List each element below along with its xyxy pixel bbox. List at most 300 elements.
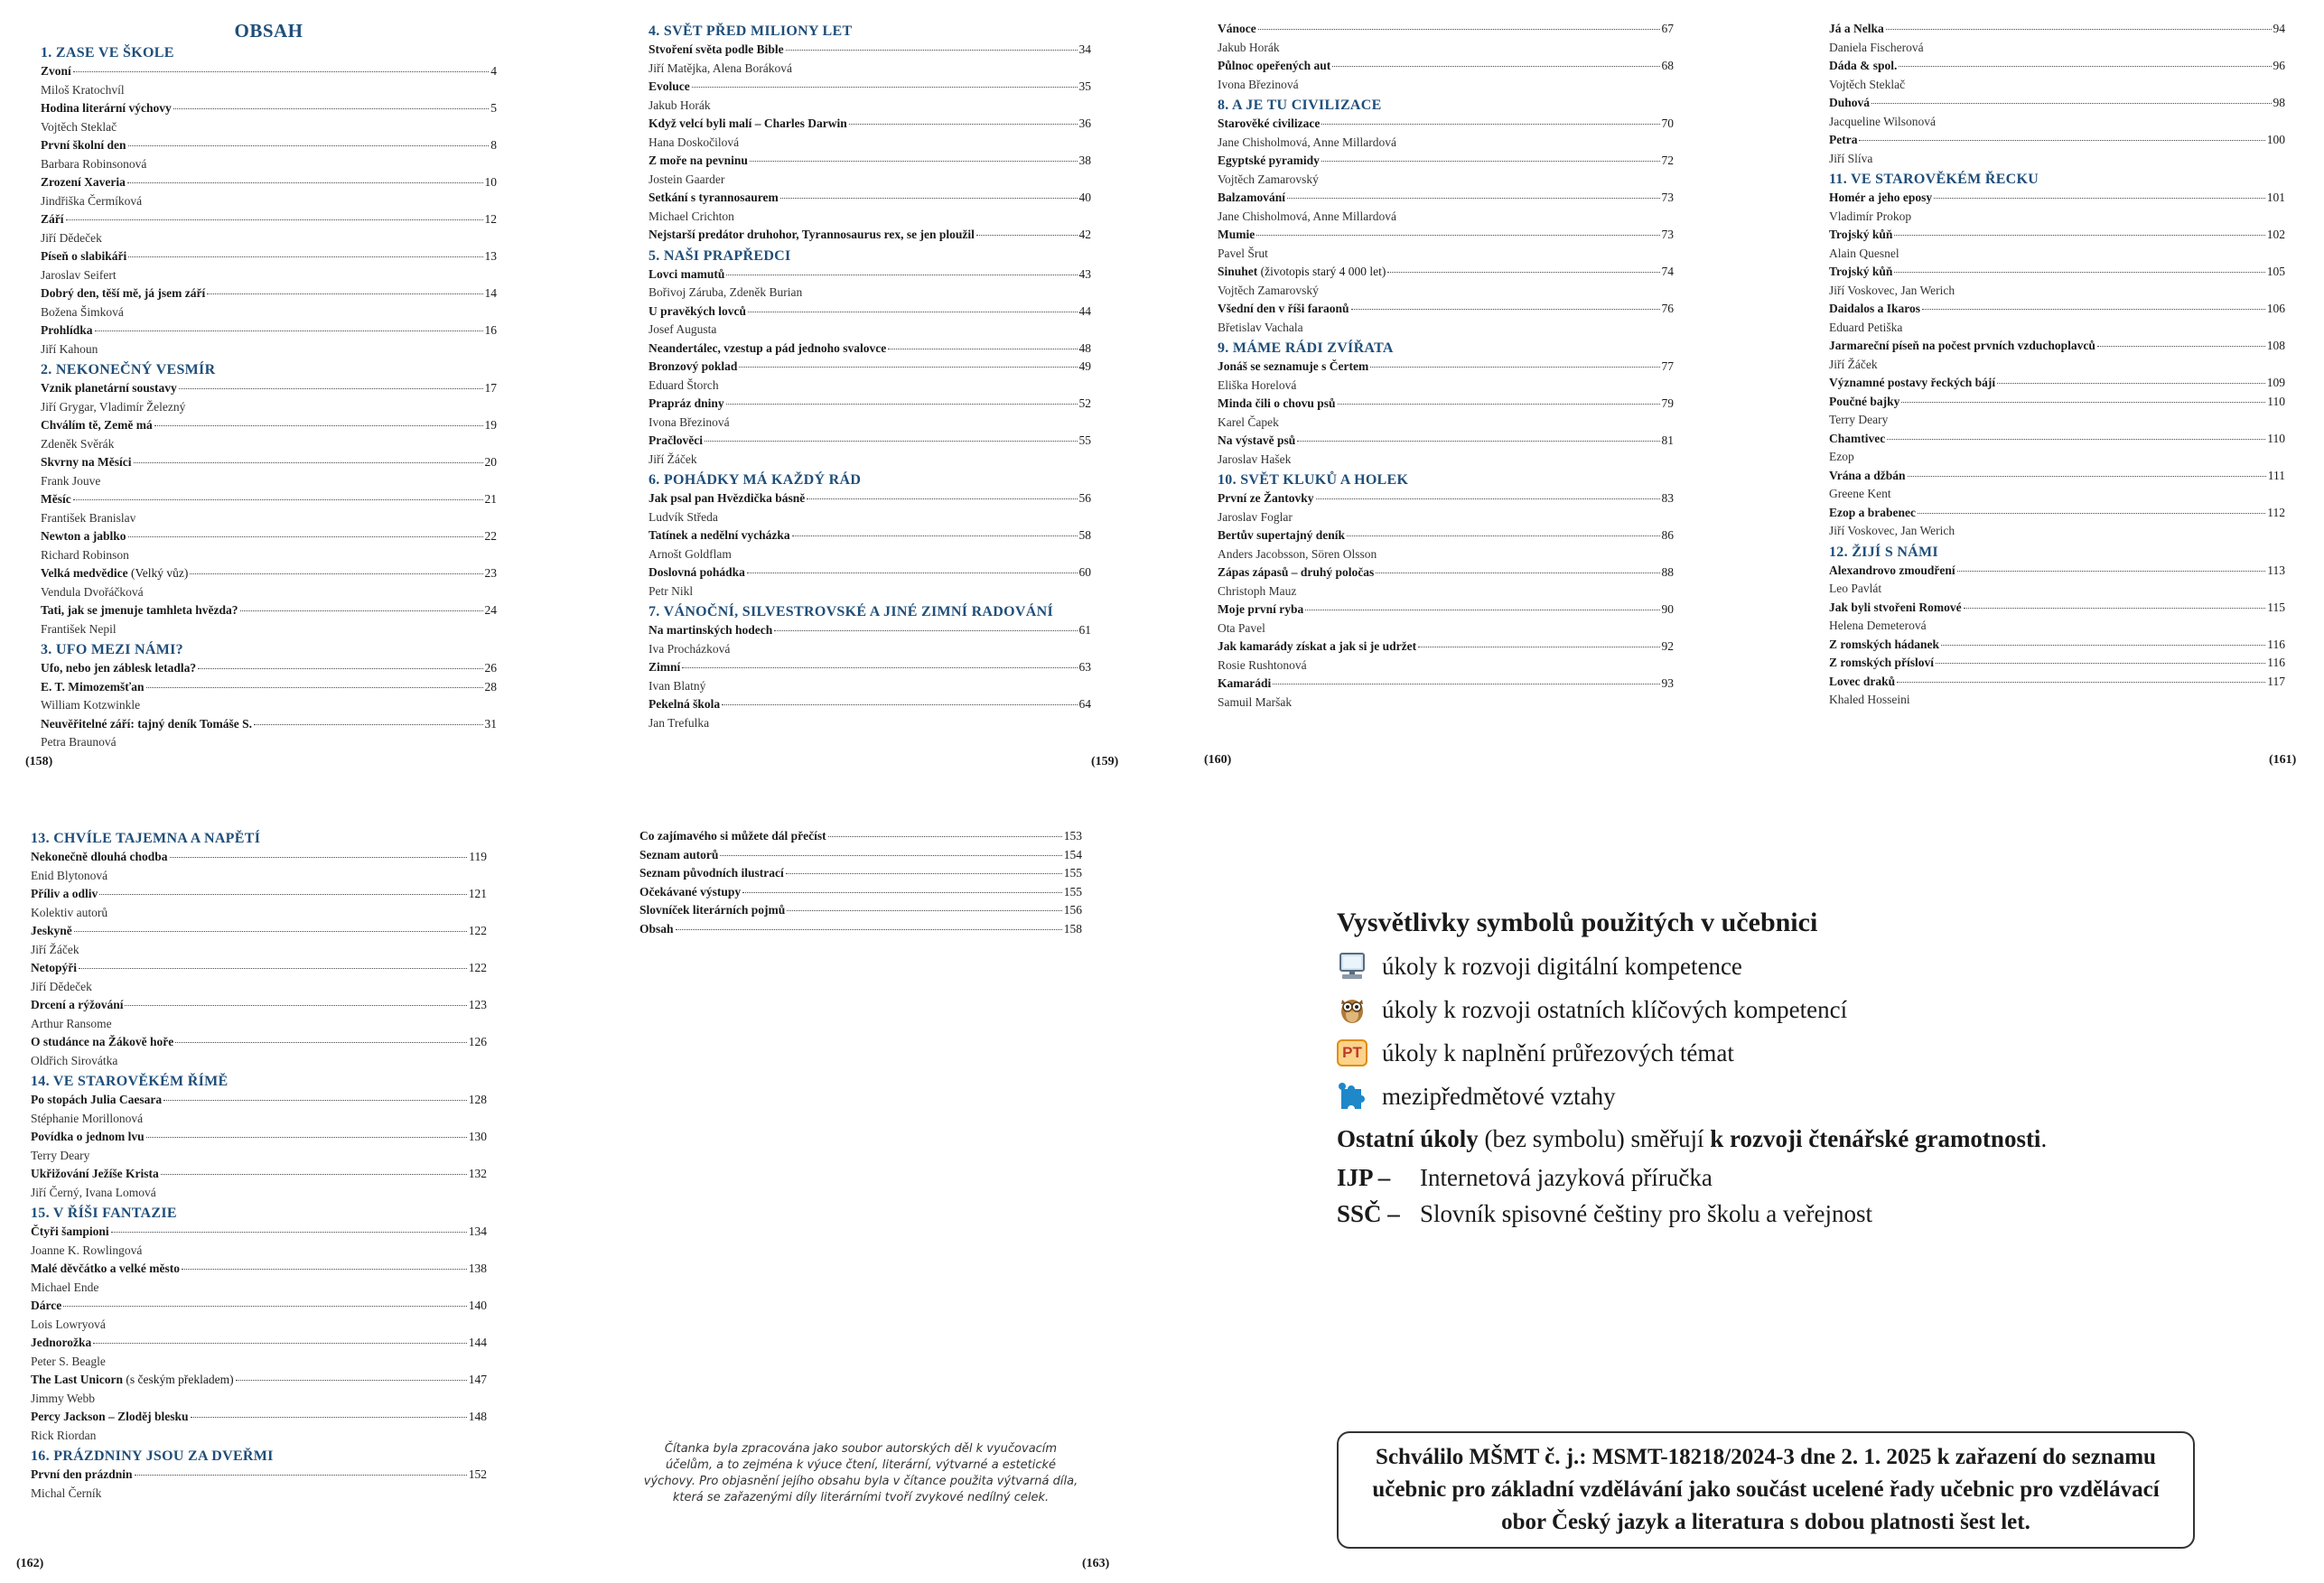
toc-entry[interactable] bbox=[649, 226, 1091, 245]
toc-entry[interactable] bbox=[31, 1033, 487, 1070]
entry-title: Newton a jablko bbox=[41, 529, 126, 543]
entry-page: 42 bbox=[1078, 228, 1091, 241]
entry-title: Ufo, nebo jen záblesk letadla? bbox=[41, 661, 197, 675]
toc-entry-row bbox=[31, 848, 487, 867]
entry-title: Stvoření světa podle Bible bbox=[649, 42, 784, 56]
entry-author: Vojtěch Zamarovský bbox=[1218, 172, 1319, 186]
entry-title: Povídka o jednom lvu bbox=[31, 1130, 145, 1143]
toc-entry[interactable] bbox=[31, 1408, 487, 1445]
toc-entry[interactable] bbox=[649, 340, 1091, 359]
entry-page: 153 bbox=[1063, 829, 1082, 843]
toc-entry[interactable] bbox=[1829, 673, 2285, 710]
entry-page: 122 bbox=[468, 961, 487, 974]
entry-page: 111 bbox=[2267, 468, 2285, 482]
toc-entry[interactable] bbox=[639, 920, 1082, 939]
entry-title: Doslovná pohádka bbox=[649, 565, 745, 579]
entry-title: Lovec draků bbox=[1829, 674, 1896, 688]
entry-title: The Last Unicorn (s českým překladem) bbox=[31, 1373, 234, 1386]
toc-entry[interactable] bbox=[41, 564, 497, 601]
entry-title: Ezop a brabenec bbox=[1829, 505, 1916, 519]
entry-title: Prohlídka bbox=[41, 323, 93, 337]
entry-page: 116 bbox=[2267, 637, 2285, 651]
toc-entry[interactable] bbox=[1218, 563, 1674, 601]
entry-title: Neandertálec, vzestup a pád jednoho svalovce bbox=[649, 340, 887, 355]
entry-author: Terry Deary bbox=[1829, 413, 1889, 426]
toc-entry-row bbox=[1829, 599, 2285, 618]
entry-page: 110 bbox=[2267, 394, 2285, 408]
section-heading: 12. ŽIJÍ S NÁMI bbox=[1829, 544, 1938, 560]
entry-title: Jednorožka bbox=[31, 1336, 92, 1349]
toc-entry[interactable] bbox=[639, 883, 1082, 902]
dot-leader bbox=[154, 425, 483, 426]
toc-entry-row bbox=[1829, 337, 2285, 356]
toc-entry[interactable] bbox=[639, 827, 1082, 846]
dot-leader bbox=[807, 498, 1077, 499]
entry-page: 19 bbox=[484, 418, 497, 432]
entry-title: Poučné bajky bbox=[1829, 394, 1900, 408]
toc-entry[interactable] bbox=[41, 321, 497, 359]
toc-entry[interactable] bbox=[41, 379, 497, 416]
toc-entry[interactable] bbox=[1829, 131, 2285, 168]
toc-entry-row bbox=[1218, 526, 1674, 545]
entry-author: Vojtěch Zamarovský bbox=[1218, 283, 1319, 297]
entry-author: Jane Chisholmová, Anne Millardová bbox=[1218, 209, 1396, 223]
toc-entry[interactable] bbox=[31, 1297, 487, 1334]
dot-leader bbox=[1370, 367, 1659, 368]
entry-page: 148 bbox=[468, 1410, 487, 1423]
entry-title: Mumie bbox=[1218, 228, 1255, 241]
dot-leader bbox=[1338, 404, 1660, 405]
entry-page: 8 bbox=[490, 138, 497, 152]
entry-page: 86 bbox=[1661, 528, 1674, 542]
dot-leader bbox=[786, 50, 1078, 51]
entry-title: Neuvěřitelné září: tajný deník Tomáše S. bbox=[41, 716, 252, 731]
page-title: OBSAH bbox=[234, 20, 303, 42]
toc-entry[interactable] bbox=[31, 996, 487, 1033]
toc-entry[interactable] bbox=[649, 695, 1091, 732]
toc-entry[interactable] bbox=[649, 658, 1091, 695]
entry-page: 73 bbox=[1661, 228, 1674, 241]
dot-leader bbox=[63, 1306, 467, 1307]
entry-title: U pravěkých lovců bbox=[649, 303, 746, 318]
entry-title: Setkání s tyrannosaurem bbox=[649, 191, 779, 204]
toc-entry[interactable] bbox=[31, 1128, 487, 1165]
dot-leader bbox=[722, 704, 1077, 705]
entry-page: 116 bbox=[2267, 656, 2285, 669]
entry-page: 147 bbox=[468, 1373, 487, 1386]
toc-entry[interactable] bbox=[1218, 20, 1674, 57]
toc-entry-row bbox=[41, 99, 497, 118]
toc-entry[interactable] bbox=[31, 959, 487, 996]
entry-author: Břetislav Vachala bbox=[1218, 320, 1303, 334]
dot-leader bbox=[127, 182, 483, 183]
entry-title: Dobrý den, těší mě, já jsem září bbox=[41, 286, 206, 300]
toc-entry-row bbox=[649, 115, 1091, 134]
entry-title: Chválím tě, Země má bbox=[41, 418, 153, 432]
entry-title: Jak psal pan Hvězdička básně bbox=[649, 491, 806, 505]
toc-entry[interactable] bbox=[649, 303, 1091, 340]
entry-page: 110 bbox=[2267, 431, 2285, 445]
toc-entry[interactable] bbox=[1829, 226, 2285, 263]
entry-page: 98 bbox=[2273, 96, 2285, 109]
dot-leader bbox=[111, 1232, 467, 1233]
entry-page: 55 bbox=[1078, 433, 1091, 447]
toc-entry-row bbox=[639, 846, 1082, 865]
entry-title: Jeskyně bbox=[31, 924, 72, 937]
entry-title: Já a Nelka bbox=[1829, 22, 1884, 35]
entry-page: 101 bbox=[2266, 191, 2285, 204]
entry-title: Malé děvčátko a velké město bbox=[31, 1262, 180, 1275]
toc-entry-row bbox=[1218, 601, 1674, 619]
toc-entry[interactable] bbox=[1218, 300, 1674, 337]
entry-title: Petra bbox=[1829, 133, 1858, 146]
entry-title: Září bbox=[41, 212, 64, 226]
dot-leader bbox=[179, 388, 483, 389]
section-heading: 15. V ŘÍŠI FANTAZIE bbox=[31, 1206, 177, 1221]
toc-entry[interactable] bbox=[1218, 263, 1674, 300]
toc-entry[interactable] bbox=[1829, 393, 2285, 430]
toc-entry-row bbox=[31, 1260, 487, 1279]
entry-subtitle: (Velký vůz) bbox=[127, 566, 189, 580]
toc-entry[interactable] bbox=[1829, 263, 2285, 300]
toc-entry[interactable] bbox=[41, 99, 497, 136]
entry-title: Balzamování bbox=[1218, 191, 1286, 204]
entry-subtitle: (životopis starý 4 000 let) bbox=[1257, 265, 1386, 278]
toc-entry[interactable] bbox=[649, 563, 1091, 601]
entry-author: Vladimír Prokop bbox=[1829, 209, 1912, 223]
dot-leader bbox=[73, 71, 489, 72]
entry-title: Zrození Xaveria bbox=[41, 175, 126, 189]
toc-entry[interactable] bbox=[31, 1165, 487, 1202]
entry-title: Lovci mamutů bbox=[649, 266, 725, 281]
toc-entry[interactable] bbox=[1829, 636, 2285, 655]
dot-leader bbox=[676, 929, 1062, 930]
toc-entry[interactable] bbox=[639, 864, 1082, 883]
toc-entry-row bbox=[1218, 115, 1674, 134]
entry-title: Percy Jackson – Zloděj blesku bbox=[31, 1410, 189, 1423]
toc-entry-row bbox=[1829, 673, 2285, 692]
toc-entry[interactable] bbox=[31, 848, 487, 885]
entry-author: František Nepil bbox=[41, 621, 117, 636]
entry-author: Daniela Fischerová bbox=[1829, 40, 1924, 54]
dot-leader bbox=[1387, 272, 1659, 273]
toc-entry[interactable] bbox=[41, 284, 497, 321]
toc-entry[interactable] bbox=[41, 490, 497, 527]
toc-entry[interactable] bbox=[41, 527, 497, 564]
entry-title: Půlnoc opeřených aut bbox=[1218, 59, 1331, 72]
dot-leader bbox=[254, 724, 483, 725]
dot-leader bbox=[742, 892, 1062, 893]
toc-entry[interactable] bbox=[31, 1091, 487, 1128]
entry-author: Ludvík Středa bbox=[649, 509, 718, 524]
toc-entry[interactable] bbox=[1218, 526, 1674, 563]
entry-page: 70 bbox=[1661, 116, 1674, 130]
toc-column-4 bbox=[1829, 20, 2285, 710]
dot-leader bbox=[1871, 103, 2271, 104]
dot-leader bbox=[1321, 161, 1660, 162]
toc-entry-row bbox=[41, 379, 497, 398]
toc-entry-row bbox=[1218, 263, 1674, 282]
toc-entry-row bbox=[1218, 57, 1674, 76]
dot-leader bbox=[125, 1005, 466, 1006]
entry-author: Michael Ende bbox=[31, 1280, 99, 1294]
toc-entry-row bbox=[31, 1371, 487, 1390]
toc-entry[interactable] bbox=[1218, 226, 1674, 263]
toc-entry[interactable] bbox=[41, 416, 497, 453]
toc-entry-row bbox=[1829, 94, 2285, 113]
entry-author: Iva Procházková bbox=[649, 641, 731, 656]
toc-entry[interactable] bbox=[1829, 599, 2285, 636]
entry-page: 119 bbox=[469, 850, 487, 863]
toc-entry[interactable] bbox=[1218, 395, 1674, 432]
toc-entry[interactable] bbox=[1829, 189, 2285, 226]
toc-entry[interactable] bbox=[1218, 57, 1674, 94]
legend-text: úkoly k naplnění průřezových témat bbox=[1382, 1039, 1734, 1066]
toc-entry[interactable] bbox=[649, 526, 1091, 563]
entry-title: Drcení a rýžování bbox=[31, 998, 124, 1011]
toc-entry[interactable] bbox=[1829, 430, 2285, 467]
entry-author: Arthur Ransome bbox=[31, 1016, 112, 1030]
toc-entry[interactable] bbox=[639, 901, 1082, 920]
entry-title: Bertův supertajný deník bbox=[1218, 528, 1346, 542]
entry-page: 49 bbox=[1078, 359, 1091, 373]
entry-page: 24 bbox=[484, 603, 497, 617]
toc-entry[interactable] bbox=[41, 247, 497, 284]
entry-author: Michael Crichton bbox=[649, 209, 734, 223]
toc-entry[interactable] bbox=[649, 621, 1091, 658]
puzzle-icon bbox=[1337, 1081, 1367, 1112]
toc-entry[interactable] bbox=[649, 265, 1091, 303]
toc-entry-row bbox=[649, 658, 1091, 677]
dot-leader bbox=[1859, 140, 2264, 141]
toc-entry[interactable] bbox=[649, 432, 1091, 469]
dot-leader bbox=[1936, 663, 2265, 664]
entry-author: Jiří Matějka, Alena Boráková bbox=[649, 61, 792, 75]
entry-author: Jiří Žáček bbox=[649, 452, 697, 466]
entry-title: Obsah bbox=[639, 921, 674, 936]
toc-entry-row bbox=[41, 321, 497, 340]
entry-page: 67 bbox=[1661, 22, 1674, 35]
legend-item-interdisciplinary bbox=[1337, 1075, 2204, 1118]
toc-entry-row bbox=[649, 563, 1091, 582]
toc-entry[interactable] bbox=[41, 62, 497, 99]
toc-entry[interactable] bbox=[649, 115, 1091, 152]
toc-entry[interactable] bbox=[1829, 467, 2285, 504]
entry-title: Příliv a odliv bbox=[31, 887, 98, 900]
entry-page: 152 bbox=[468, 1467, 487, 1481]
toc-entry[interactable] bbox=[649, 189, 1091, 226]
toc-entry[interactable] bbox=[649, 78, 1091, 115]
section-heading: 2. NEKONEČNÝ VESMÍR bbox=[41, 362, 216, 377]
entry-author: Joanne K. Rowlingová bbox=[31, 1243, 143, 1257]
toc-entry[interactable] bbox=[1218, 601, 1674, 638]
toc-entry[interactable] bbox=[1829, 654, 2285, 673]
toc-entry[interactable] bbox=[41, 136, 497, 173]
toc-entry-row bbox=[31, 1408, 487, 1427]
entry-author: Jiří Dědeček bbox=[31, 979, 92, 993]
section-heading: 8. A JE TU CIVILIZACE bbox=[1218, 98, 1382, 113]
toc-entry[interactable] bbox=[31, 1466, 487, 1503]
toc-entry[interactable] bbox=[41, 678, 497, 715]
entry-author: Jakub Horák bbox=[649, 98, 711, 112]
toc-entry[interactable] bbox=[31, 1371, 487, 1408]
toc-entry-row bbox=[649, 41, 1091, 60]
dot-leader bbox=[1957, 571, 2266, 572]
abbreviation-ssc: SSČ – Slovník spisovné češtiny pro školu a veřejnost bbox=[1337, 1200, 1872, 1227]
dot-leader bbox=[1321, 124, 1659, 125]
entry-page: 96 bbox=[2273, 59, 2285, 72]
entry-author: Jindřiška Čermíková bbox=[41, 193, 143, 208]
toc-column-5 bbox=[31, 827, 487, 1503]
usage-note: Čítanka byla zpracována jako soubor autorských děl k vyučovacím účelům, a to zejména k výuce čtení, literární, výtvarné a estetické výchovy. Pro objasnění jejího obsahu byla v čítance použita výtvarná díla, která se zařazenými díly literárními tvoří zvykové nedílný celek. bbox=[643, 1442, 1078, 1504]
toc-entry-row bbox=[41, 715, 497, 734]
entry-page: 48 bbox=[1078, 340, 1091, 355]
dot-leader bbox=[1934, 198, 2265, 199]
toc-entry[interactable] bbox=[31, 1223, 487, 1260]
toc-entry[interactable] bbox=[1829, 374, 2285, 393]
toc-entry-row bbox=[31, 922, 487, 941]
toc-entry[interactable] bbox=[649, 395, 1091, 432]
entry-page: 61 bbox=[1078, 623, 1091, 637]
entry-author: Jiří Voskovec, Jan Werich bbox=[1829, 524, 1955, 537]
toc-entry[interactable] bbox=[1829, 57, 2285, 94]
toc-entry[interactable] bbox=[1829, 300, 2285, 337]
entry-title: Tati, jak se jmenuje tamhleta hvězda? bbox=[41, 603, 238, 617]
toc-entry[interactable] bbox=[1218, 189, 1674, 226]
dot-leader bbox=[1347, 535, 1659, 536]
toc-entry[interactable] bbox=[41, 715, 497, 752]
entry-author: Jiří Žáček bbox=[1829, 357, 1878, 371]
entry-page: 21 bbox=[484, 492, 497, 506]
entry-page: 138 bbox=[468, 1262, 487, 1275]
toc-entry[interactable] bbox=[31, 885, 487, 922]
dot-leader bbox=[828, 836, 1062, 837]
entry-page: 92 bbox=[1661, 639, 1674, 653]
entry-page: 63 bbox=[1078, 660, 1091, 674]
toc-entry[interactable] bbox=[649, 489, 1091, 526]
toc-entry-row bbox=[41, 659, 497, 678]
entry-author: Peter S. Beagle bbox=[31, 1354, 106, 1368]
entry-title: Kamarádi bbox=[1218, 676, 1272, 690]
toc-entry[interactable] bbox=[41, 453, 497, 490]
toc-entry-row bbox=[31, 1165, 487, 1184]
toc-entry-row bbox=[1829, 374, 2285, 393]
toc-entry[interactable] bbox=[649, 152, 1091, 189]
toc-entry[interactable] bbox=[1218, 489, 1674, 526]
entry-page: 79 bbox=[1661, 396, 1674, 410]
dot-leader bbox=[73, 499, 483, 500]
entry-page: 117 bbox=[2267, 674, 2285, 688]
toc-entry[interactable] bbox=[1218, 358, 1674, 395]
toc-entry[interactable] bbox=[31, 922, 487, 959]
toc-entry[interactable] bbox=[649, 358, 1091, 395]
toc-entry[interactable] bbox=[41, 210, 497, 247]
entry-author: Jan Trefulka bbox=[649, 715, 710, 730]
entry-title: Tatínek a nedělní vycházka bbox=[649, 528, 790, 542]
toc-entry-row bbox=[649, 358, 1091, 377]
toc-entry[interactable] bbox=[1218, 675, 1674, 712]
toc-entry[interactable] bbox=[1218, 432, 1674, 469]
entry-page: 155 bbox=[1063, 884, 1082, 899]
dot-leader bbox=[726, 404, 1078, 405]
toc-entry-row bbox=[31, 1334, 487, 1353]
entry-page: 94 bbox=[2273, 22, 2285, 35]
entry-author: Stéphanie Morillonová bbox=[31, 1111, 144, 1125]
toc-entry-row bbox=[1829, 131, 2285, 150]
toc-entry[interactable] bbox=[41, 659, 497, 678]
entry-page: 158 bbox=[1063, 921, 1082, 936]
entry-author: Jiří Slíva bbox=[1829, 151, 1873, 165]
page-number: (161) bbox=[2269, 753, 2297, 767]
legend-item-crosscutting bbox=[1337, 1031, 2204, 1075]
toc-entry[interactable] bbox=[41, 601, 497, 638]
entry-page: 5 bbox=[490, 101, 497, 115]
dot-leader bbox=[134, 462, 483, 463]
toc-entry[interactable] bbox=[1829, 562, 2285, 599]
entry-author: Zdeněk Svěrák bbox=[41, 436, 115, 451]
toc-column-3 bbox=[1218, 20, 1674, 712]
toc-entry-row bbox=[649, 621, 1091, 640]
entry-author: Jostein Gaarder bbox=[649, 172, 725, 186]
entry-title: Trojský kůň bbox=[1829, 265, 1893, 278]
toc-entry[interactable] bbox=[1218, 115, 1674, 152]
entry-page: 13 bbox=[484, 249, 497, 263]
toc-entry[interactable] bbox=[41, 173, 497, 210]
toc-entry-row bbox=[1218, 675, 1674, 694]
entry-author: Rosie Rushtonová bbox=[1218, 657, 1307, 672]
entry-page: 76 bbox=[1661, 302, 1674, 315]
section-heading: 1. ZASE VE ŠKOLE bbox=[41, 45, 174, 61]
toc-entry-row bbox=[1829, 430, 2285, 449]
toc-entry[interactable] bbox=[639, 846, 1082, 865]
dot-leader bbox=[240, 610, 483, 611]
toc-entry-row bbox=[1829, 263, 2285, 282]
toc-entry[interactable] bbox=[1829, 20, 2285, 57]
toc-entry[interactable] bbox=[31, 1260, 487, 1297]
entry-page: 154 bbox=[1063, 847, 1082, 861]
toc-entry[interactable] bbox=[1218, 638, 1674, 675]
dot-leader bbox=[1316, 498, 1660, 499]
entry-page: 16 bbox=[484, 323, 497, 337]
entry-page: 106 bbox=[2266, 302, 2285, 315]
entry-title: Duhová bbox=[1829, 96, 1871, 109]
entry-author: Vojtěch Steklač bbox=[41, 119, 117, 134]
toc-entry[interactable] bbox=[31, 1334, 487, 1371]
section-heading: 14. VE STAROVĚKÉM ŘÍMĚ bbox=[31, 1074, 229, 1089]
entry-author: Michal Černík bbox=[31, 1485, 102, 1500]
toc-entry[interactable] bbox=[649, 41, 1091, 78]
toc-entry[interactable] bbox=[1829, 337, 2285, 374]
dot-leader bbox=[207, 293, 482, 294]
toc-entry-row bbox=[649, 265, 1091, 284]
toc-entry[interactable] bbox=[1829, 504, 2285, 541]
toc-entry-row bbox=[1218, 20, 1674, 39]
toc-entry-row bbox=[31, 1466, 487, 1485]
entry-title: Slovníček literárních pojmů bbox=[639, 903, 786, 917]
toc-entry-row bbox=[41, 210, 497, 229]
entry-page: 74 bbox=[1661, 265, 1674, 278]
entry-page: 58 bbox=[1078, 528, 1091, 542]
dot-leader bbox=[1997, 383, 2265, 384]
toc-entry[interactable] bbox=[1829, 94, 2285, 131]
toc-entry[interactable] bbox=[1218, 152, 1674, 189]
dot-leader bbox=[1297, 441, 1659, 442]
entry-title: Daidalos a Ikaros bbox=[1829, 302, 1921, 315]
entry-author: Arnošt Goldflam bbox=[649, 546, 732, 561]
dot-leader bbox=[692, 87, 1078, 88]
entry-title: Měsíc bbox=[41, 492, 71, 506]
section-heading: 6. POHÁDKY MÁ KAŽDÝ RÁD bbox=[649, 472, 862, 488]
